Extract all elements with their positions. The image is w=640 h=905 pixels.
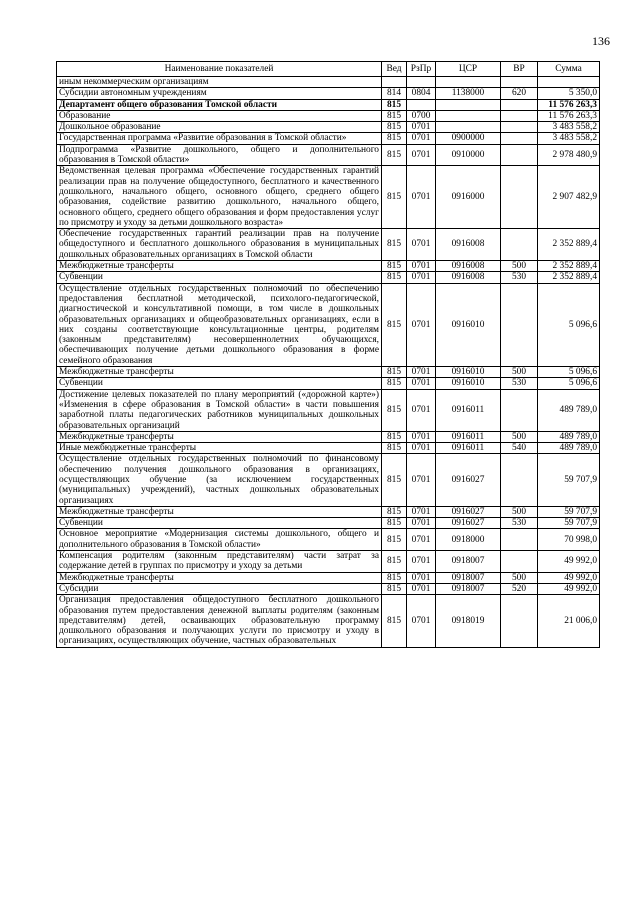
cell-vr: [501, 551, 538, 573]
cell-rzpr: 0701: [407, 144, 436, 166]
cell-ved: 815: [382, 389, 407, 431]
cell-vr: [501, 166, 538, 229]
header-vr: ВР: [501, 62, 538, 77]
cell-sum: 49 992,0: [538, 583, 600, 594]
table-row: [57, 229, 600, 261]
cell-sum: 2 978 480,9: [538, 144, 600, 166]
cell-sum: 3 483 558,2: [538, 122, 600, 133]
cell-ved: 815: [382, 367, 407, 378]
cell-ved: 815: [382, 583, 407, 594]
cell-ved: 815: [382, 166, 407, 229]
cell-vr: [501, 77, 538, 88]
cell-csr: 0916010: [436, 378, 501, 389]
cell-name: Субсидии автономным учреждениям: [57, 88, 382, 99]
table-row: [57, 551, 600, 573]
cell-vr: 500: [501, 261, 538, 272]
cell-name: иным некоммерческим организациям: [57, 77, 382, 88]
cell-ved: 815: [382, 518, 407, 529]
cell-sum: 2 907 482,9: [538, 166, 600, 229]
table-row: [57, 529, 600, 551]
header-name: Наименование показателей: [57, 62, 382, 77]
cell-vr: [501, 283, 538, 366]
table-row: [57, 261, 600, 272]
cell-vr: 500: [501, 431, 538, 442]
header-csr: ЦСР: [436, 62, 501, 77]
cell-sum: 49 992,0: [538, 551, 600, 573]
cell-rzpr: 0701: [407, 378, 436, 389]
cell-ved: 815: [382, 144, 407, 166]
cell-name: Межбюджетные трансферты: [57, 506, 382, 517]
cell-ved: 815: [382, 110, 407, 121]
cell-ved: 815: [382, 443, 407, 454]
header-ved: Вед: [382, 62, 407, 77]
table-row: [57, 595, 600, 647]
table-row: [57, 122, 600, 133]
cell-ved: 815: [382, 229, 407, 261]
cell-csr: 0918007: [436, 583, 501, 594]
cell-sum: 489 789,0: [538, 389, 600, 431]
cell-rzpr: 0701: [407, 229, 436, 261]
cell-sum: 2 352 889,4: [538, 272, 600, 283]
cell-ved: 815: [382, 133, 407, 144]
table-row: [57, 110, 600, 121]
cell-vr: 500: [501, 367, 538, 378]
cell-name: Субсидии: [57, 583, 382, 594]
cell-ved: 815: [382, 261, 407, 272]
cell-sum: 2 352 889,4: [538, 261, 600, 272]
cell-ved: 815: [382, 551, 407, 573]
table-row: [57, 389, 600, 431]
cell-csr: 0910000: [436, 144, 501, 166]
table-row: [57, 88, 600, 99]
cell-csr: 0916008: [436, 261, 501, 272]
page-number: 136: [592, 34, 610, 48]
cell-sum: 2 352 889,4: [538, 229, 600, 261]
cell-csr: 0918007: [436, 572, 501, 583]
cell-name: Межбюджетные трансферты: [57, 431, 382, 442]
cell-vr: [501, 595, 538, 647]
cell-sum: 489 789,0: [538, 443, 600, 454]
cell-ved: 815: [382, 99, 407, 110]
table-row: [57, 166, 600, 229]
cell-rzpr: 0701: [407, 583, 436, 594]
cell-ved: 815: [382, 595, 407, 647]
cell-csr: 0916008: [436, 272, 501, 283]
cell-rzpr: 0700: [407, 110, 436, 121]
cell-rzpr: 0701: [407, 431, 436, 442]
cell-vr: 530: [501, 378, 538, 389]
cell-csr: 0900000: [436, 133, 501, 144]
cell-csr: [436, 110, 501, 121]
cell-name: Основное мероприятие «Модернизация системы дошкольного, общего и дополнительного образования в Томской области»: [57, 529, 382, 551]
cell-sum: 59 707,9: [538, 506, 600, 517]
cell-rzpr: 0701: [407, 443, 436, 454]
cell-sum: [538, 77, 600, 88]
cell-vr: [501, 229, 538, 261]
table-row: [57, 133, 600, 144]
cell-name: Осуществление отдельных государственных полномочий по обеспечению предоставления бесплатной методической, психолого-педагогической, диагностической и консультативной помощи, в том числе в дошкольных образовательных организациях и общеобразовательных организациях, если в них созданы соответствующие консультационные центры, родителям (законным представителям) несовершеннолетних обучающихся, обеспечивающих получение детьми дошкольного образования в форме семейного образования: [57, 283, 382, 366]
cell-vr: [501, 99, 538, 110]
cell-vr: 530: [501, 518, 538, 529]
cell-csr: 0916010: [436, 283, 501, 366]
cell-name: Межбюджетные трансферты: [57, 572, 382, 583]
cell-vr: [501, 454, 538, 506]
cell-ved: 815: [382, 572, 407, 583]
table-row: [57, 144, 600, 166]
table-row: [57, 431, 600, 442]
cell-rzpr: 0701: [407, 389, 436, 431]
cell-csr: [436, 99, 501, 110]
cell-csr: 0916011: [436, 431, 501, 442]
table-row: [57, 272, 600, 283]
table-header-row: [57, 62, 600, 77]
cell-csr: 0918019: [436, 595, 501, 647]
cell-name: Субвенции: [57, 518, 382, 529]
cell-ved: 815: [382, 454, 407, 506]
cell-name: Организация предоставления общедоступного бесплатного дошкольного образования путем предоставления денежной выплаты родителям (законным представителям) детей, осваивающих образовательную программу дошкольного образования и получающих услуги по присмотру и уходу в организациях, осуществляющих обучение, частных образовательных: [57, 595, 382, 647]
cell-name: Субвенции: [57, 378, 382, 389]
cell-vr: [501, 110, 538, 121]
table-body: [57, 77, 600, 648]
budget-table: [56, 61, 600, 648]
table-row: [57, 506, 600, 517]
table-row: [57, 283, 600, 366]
cell-sum: 489 789,0: [538, 431, 600, 442]
cell-sum: 49 992,0: [538, 572, 600, 583]
cell-name: Компенсация родителям (законным представителям) части затрат за содержание детей в группах по присмотру и уходу за детьми: [57, 551, 382, 573]
cell-csr: 0916008: [436, 229, 501, 261]
cell-ved: [382, 77, 407, 88]
cell-csr: 0918000: [436, 529, 501, 551]
cell-name: Обеспечение государственных гарантий реализации прав на получение общедоступного и бесплатного дошкольного образования в муниципальных дошкольных образовательных организациях в Томской области: [57, 229, 382, 261]
cell-rzpr: 0701: [407, 166, 436, 229]
cell-ved: 815: [382, 283, 407, 366]
cell-sum: 5 096,6: [538, 283, 600, 366]
cell-rzpr: [407, 77, 436, 88]
cell-sum: 70 998,0: [538, 529, 600, 551]
cell-sum: 21 006,0: [538, 595, 600, 647]
cell-sum: 3 483 558,2: [538, 133, 600, 144]
cell-vr: 500: [501, 572, 538, 583]
cell-vr: 540: [501, 443, 538, 454]
cell-ved: 815: [382, 378, 407, 389]
cell-rzpr: 0701: [407, 529, 436, 551]
cell-name: Дошкольное образование: [57, 122, 382, 133]
cell-csr: 0916000: [436, 166, 501, 229]
cell-rzpr: 0701: [407, 506, 436, 517]
cell-csr: [436, 77, 501, 88]
cell-sum: 11 576 263,3: [538, 110, 600, 121]
cell-rzpr: 0701: [407, 261, 436, 272]
cell-name: Осуществление отдельных государственных полномочий по финансовому обеспечению получения дошкольного образования в организациях, осуществляющих обучение (за исключением государственных (муниципальных) учреждений), частных дошкольных образовательных организациях: [57, 454, 382, 506]
cell-name: Ведомственная целевая программа «Обеспечение государственных гарантий реализации прав на получение общедоступного, бесплатного и качественного дошкольного, начального общего, основного общего, среднего общего образования, содействие развитию дошкольного, начального общего, основного общего, среднего общего образования и форм предоставления услуг по присмотру и уходу за детьми дошкольного возраста»: [57, 166, 382, 229]
table-row: [57, 443, 600, 454]
cell-ved: 815: [382, 431, 407, 442]
cell-name: Государственная программа «Развитие образования в Томской области»: [57, 133, 382, 144]
cell-ved: 815: [382, 122, 407, 133]
cell-csr: 0916027: [436, 506, 501, 517]
cell-vr: 520: [501, 583, 538, 594]
cell-sum: 59 707,9: [538, 454, 600, 506]
table-row: [57, 572, 600, 583]
cell-name: Субвенции: [57, 272, 382, 283]
cell-ved: 815: [382, 272, 407, 283]
table-row: [57, 99, 600, 110]
cell-sum: 5 350,0: [538, 88, 600, 99]
cell-rzpr: 0701: [407, 572, 436, 583]
cell-rzpr: 0701: [407, 283, 436, 366]
table-row: [57, 518, 600, 529]
table-row: [57, 454, 600, 506]
cell-csr: 1138000: [436, 88, 501, 99]
cell-name: Образование: [57, 110, 382, 121]
header-rzpr: РзПр: [407, 62, 436, 77]
cell-rzpr: 0701: [407, 454, 436, 506]
cell-vr: 620: [501, 88, 538, 99]
cell-csr: 0916010: [436, 367, 501, 378]
cell-rzpr: 0804: [407, 88, 436, 99]
cell-name: Иные межбюджетные трансферты: [57, 443, 382, 454]
cell-rzpr: 0701: [407, 551, 436, 573]
table-row: [57, 583, 600, 594]
cell-name: Достижение целевых показателей по плану мероприятий («дорожной карте») «Изменения в сфере образования в Томской области» в части повышения заработной платы педагогических работников муниципальных дошкольных образовательных организаций: [57, 389, 382, 431]
cell-rzpr: [407, 99, 436, 110]
cell-ved: 814: [382, 88, 407, 99]
cell-csr: [436, 122, 501, 133]
cell-csr: 0916027: [436, 518, 501, 529]
cell-csr: 0918007: [436, 551, 501, 573]
cell-sum: 59 707,9: [538, 518, 600, 529]
cell-vr: 530: [501, 272, 538, 283]
cell-sum: 5 096,6: [538, 367, 600, 378]
cell-rzpr: 0701: [407, 595, 436, 647]
cell-vr: 500: [501, 506, 538, 517]
cell-sum: 5 096,6: [538, 378, 600, 389]
cell-csr: 0916011: [436, 389, 501, 431]
cell-rzpr: 0701: [407, 367, 436, 378]
cell-sum: 11 576 263,3: [538, 99, 600, 110]
cell-name: Межбюджетные трансферты: [57, 261, 382, 272]
cell-name: Подпрограмма «Развитие дошкольного, общего и дополнительного образования в Томской области»: [57, 144, 382, 166]
cell-vr: [501, 133, 538, 144]
cell-vr: [501, 389, 538, 431]
cell-vr: [501, 529, 538, 551]
cell-rzpr: 0701: [407, 122, 436, 133]
cell-name: Департамент общего образования Томской области: [57, 99, 382, 110]
header-sum: Сумма: [538, 62, 600, 77]
table-row: [57, 367, 600, 378]
cell-vr: [501, 122, 538, 133]
cell-rzpr: 0701: [407, 272, 436, 283]
cell-csr: 0916011: [436, 443, 501, 454]
table-row: [57, 77, 600, 88]
cell-csr: 0916027: [436, 454, 501, 506]
table-row: [57, 378, 600, 389]
cell-ved: 815: [382, 506, 407, 517]
cell-rzpr: 0701: [407, 518, 436, 529]
cell-rzpr: 0701: [407, 133, 436, 144]
cell-vr: [501, 144, 538, 166]
cell-ved: 815: [382, 529, 407, 551]
cell-name: Межбюджетные трансферты: [57, 367, 382, 378]
